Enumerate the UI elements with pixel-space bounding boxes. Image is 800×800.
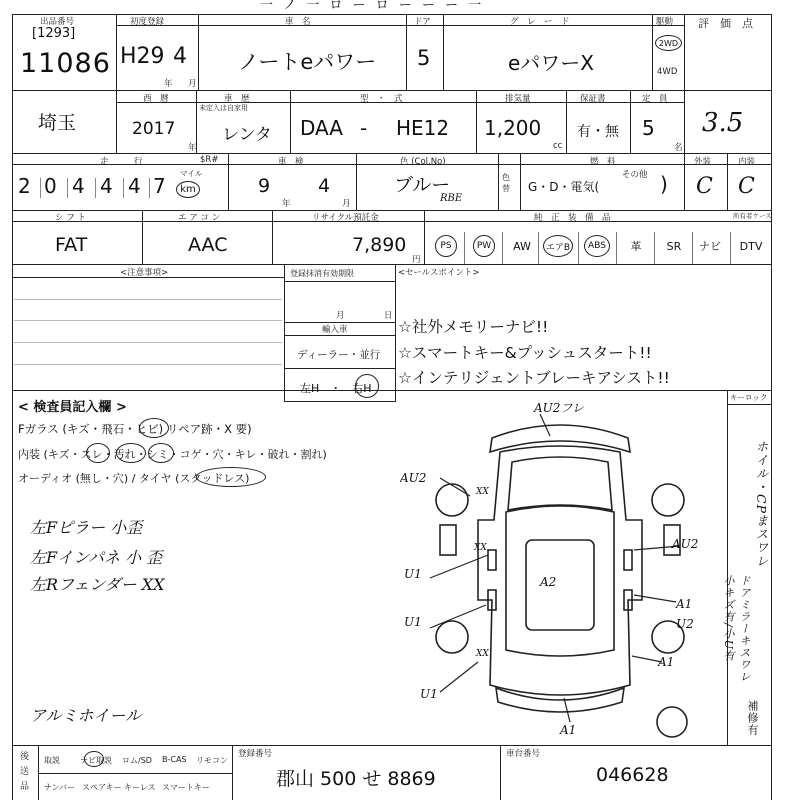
mileage-unit-km-circled: km bbox=[176, 181, 200, 198]
inspection-month: 4 bbox=[318, 175, 331, 197]
interior-sure-circle bbox=[86, 443, 110, 463]
footer-item-manual: 取説 bbox=[44, 756, 60, 765]
mark-left-front-fender: AU2 bbox=[400, 471, 427, 485]
glass-hibi-circle bbox=[139, 418, 169, 438]
equip-pw-circle: PW bbox=[473, 235, 495, 257]
sales-point-item: ☆インテリジェントブレーキアシスト!! bbox=[398, 369, 670, 387]
fuel-other-label: その他 bbox=[622, 170, 648, 180]
aircon-value: AAC bbox=[188, 234, 228, 256]
reg-expiry-month-unit: 月 bbox=[336, 311, 345, 321]
first-reg-label: 初度登録 bbox=[130, 17, 165, 27]
color-value: ブルー bbox=[394, 174, 451, 196]
sales-point-item: ☆スマートキー&プッシュスタート!! bbox=[398, 344, 652, 362]
doors-value: 5 bbox=[417, 46, 431, 70]
inspector-line-glass: Fガラス (キズ・飛石・ヒビ) リペア跡・X 要) bbox=[18, 422, 252, 436]
recycle-value: 7,890 bbox=[352, 234, 407, 256]
equip-ps-circle: PS bbox=[435, 235, 457, 257]
interior-value: C bbox=[738, 174, 755, 199]
fuel-close-paren: ) bbox=[660, 172, 668, 196]
dealer-parallel: ディーラー・並行 bbox=[297, 349, 381, 361]
mark-left-door: U1 bbox=[404, 567, 422, 581]
capacity-label: 定 員 bbox=[642, 94, 668, 104]
mark-left-rear-door: U1 bbox=[404, 615, 422, 629]
mark-right-door-2: U2 bbox=[676, 617, 694, 631]
inspection-year-unit: 年 bbox=[282, 199, 291, 209]
car-name-value: ノートeパワー bbox=[238, 50, 377, 74]
footer-item-keyless: キーレス bbox=[124, 783, 156, 792]
mileage-unit-mile: マイル bbox=[180, 169, 203, 178]
equip-abs-circle: ABS bbox=[584, 235, 610, 257]
model-label: 型 ・ 式 bbox=[360, 94, 403, 104]
grade-value: eパワーX bbox=[508, 51, 595, 75]
mark-roof: A2 bbox=[540, 575, 557, 589]
mark-rear-bumper: A1 bbox=[560, 723, 577, 737]
footer-item-rom: ロム/SD bbox=[122, 756, 152, 765]
plate-number: 郡山 500 せ 8869 bbox=[276, 768, 436, 790]
inspector-label: < 検査員記入欄 > bbox=[18, 400, 127, 415]
capacity-unit: 名 bbox=[674, 143, 683, 153]
equip-dtv: DTV bbox=[739, 239, 763, 253]
mileage-digit: 4 bbox=[72, 174, 85, 198]
keylock-label: キーロック bbox=[730, 393, 768, 402]
footer-item-spare-key: スペアキー bbox=[82, 783, 122, 792]
mileage-digit: 4 bbox=[100, 174, 113, 198]
footer-delivery-label bbox=[20, 750, 32, 795]
color-change-label: 色替 bbox=[502, 173, 510, 193]
steering-side: 左H ・ 右H bbox=[300, 382, 372, 395]
handwritten-note: 左Fピラー 小歪 bbox=[30, 518, 143, 537]
fuel-options: G・D・電気( bbox=[528, 180, 600, 194]
handwritten-note: アルミホイール bbox=[30, 706, 142, 725]
grade-label: グ レ ー ド bbox=[510, 17, 570, 27]
footer-item-navi-manual: ナビ取説 bbox=[80, 756, 112, 765]
sales-point-item: ☆社外メモリーナビ!! bbox=[398, 318, 549, 336]
recycle-unit: 円 bbox=[412, 255, 421, 265]
displacement-unit: cc bbox=[553, 141, 563, 151]
chassis-label: 車台番号 bbox=[506, 749, 541, 759]
side-note: 補修有 bbox=[746, 700, 759, 736]
score-value: 3.5 bbox=[702, 108, 744, 138]
lot-number: 11086 bbox=[20, 48, 111, 79]
plate-label: 登録番号 bbox=[238, 749, 273, 759]
mileage-digit: 7 bbox=[153, 174, 166, 198]
mark-x-mid: XX bbox=[474, 543, 487, 553]
footer-item-plate: ナンバー bbox=[44, 783, 76, 792]
equip-aw: AW bbox=[513, 239, 531, 253]
first-reg-year: H29 bbox=[120, 44, 165, 69]
car-name-label: 車 名 bbox=[285, 17, 311, 27]
mark-right-rear: A1 bbox=[658, 655, 675, 669]
model-dash: - bbox=[360, 116, 368, 140]
handwritten-note: 左Rフェンダー XX bbox=[30, 575, 165, 594]
equip-abs bbox=[580, 232, 614, 260]
equip-navi: ナビ bbox=[699, 240, 721, 253]
page-header: 一 ノ 一 ロ ー ロ ー ー ー 一 bbox=[260, 0, 485, 13]
tire-studless-circle bbox=[196, 467, 266, 487]
interior-yogore-circle bbox=[116, 443, 146, 463]
interior-shimi-circle bbox=[148, 443, 174, 463]
footer-item-remote: リモコン bbox=[196, 756, 228, 765]
shift-value: FAT bbox=[55, 234, 88, 256]
mileage-digit: 2 bbox=[18, 174, 31, 198]
first-reg-month: 4 bbox=[173, 44, 187, 69]
reg-expiry-day-unit: 日 bbox=[384, 311, 393, 321]
mark-right-door-1: A1 bbox=[676, 597, 693, 611]
displacement-value: 1,200 bbox=[484, 116, 542, 140]
notes-label: <注意事項> bbox=[120, 268, 169, 278]
model-prefix: DAA bbox=[300, 116, 343, 140]
equipment-extra-label: 所有者ケース bbox=[733, 212, 772, 220]
exterior-value: C bbox=[696, 174, 713, 199]
warranty-label: 保証書 bbox=[580, 94, 606, 104]
equip-airbag bbox=[540, 232, 576, 260]
interior-label: 内装 bbox=[738, 157, 756, 167]
history-sublabel: 未定入は自家用 bbox=[199, 104, 248, 112]
aircon-label: エ ア コ ン bbox=[178, 213, 221, 223]
drive-4wd: 4WD bbox=[657, 67, 678, 77]
shift-label: シ フ ト bbox=[55, 213, 86, 223]
first-reg-month-unit: 月 bbox=[188, 79, 197, 89]
mileage-label-2: $R# bbox=[200, 155, 219, 165]
chassis-number: 046628 bbox=[596, 764, 669, 786]
side-note: ドアミラーキスワレ bbox=[738, 575, 751, 683]
mark-front-bumper: AU2フレ bbox=[534, 401, 584, 415]
car-damage-diagram bbox=[400, 400, 726, 745]
mark-right-front: AU2 bbox=[672, 537, 699, 551]
region-value: 埼玉 bbox=[38, 112, 77, 134]
inspection-label: 車 検 bbox=[278, 157, 304, 167]
equip-pw bbox=[468, 232, 500, 260]
handwritten-note: 左Fインパネ 小 歪 bbox=[30, 548, 163, 567]
color-label: 色 (Col.No) bbox=[400, 157, 446, 167]
score-label: 評 価 点 bbox=[698, 17, 753, 30]
mileage-label: 走 行 bbox=[100, 157, 143, 167]
seireki-value: 2017 bbox=[132, 119, 176, 139]
steering-right-circle bbox=[355, 374, 379, 398]
first-reg-year-unit: 年 bbox=[164, 79, 173, 89]
lot-bracket-number: [1293] bbox=[32, 26, 76, 41]
displacement-label: 排気量 bbox=[505, 94, 531, 104]
footer-item-bcas: B-CAS bbox=[162, 755, 187, 764]
equip-leather: 革 bbox=[630, 240, 642, 253]
drive-label: 駆動 bbox=[656, 17, 674, 27]
doors-label: ドア bbox=[414, 17, 431, 27]
mileage-digit: 0 bbox=[44, 174, 57, 198]
footer-label-char: 送 bbox=[20, 767, 30, 777]
mileage-digit: 4 bbox=[128, 174, 141, 198]
inspection-month-unit: 月 bbox=[342, 199, 351, 209]
equip-ps bbox=[430, 232, 462, 260]
exterior-label: 外装 bbox=[694, 157, 712, 167]
inspector-line-audio: オーディオ (無し・穴) / タイヤ (スタッドレス) bbox=[18, 472, 250, 485]
inspector-line-interior: 内装 (キズ・スレ・汚れ・シミ・コゲ・穴・キレ・破れ・割れ) bbox=[18, 448, 327, 461]
footer-label-char: 後 bbox=[20, 752, 30, 762]
equip-airbag-circle: エアB bbox=[543, 235, 573, 257]
history-value: レンタ bbox=[222, 125, 272, 145]
footer-navi-circle bbox=[84, 751, 104, 767]
history-label: 車 歴 bbox=[224, 94, 250, 104]
side-note: ホイル・CPまスワレ bbox=[754, 440, 769, 568]
reg-expiry-label: 登録抹消有効期限 bbox=[290, 269, 354, 278]
capacity-value: 5 bbox=[642, 116, 655, 140]
model-code: HE12 bbox=[396, 116, 450, 140]
equip-sunroof: SR bbox=[666, 239, 682, 253]
footer-label-char: 品 bbox=[20, 782, 30, 792]
fuel-label: 燃 料 bbox=[590, 157, 616, 167]
lot-label: 出品番号 bbox=[40, 17, 75, 27]
equipment-label: 純 正 装 備 品 bbox=[534, 213, 611, 223]
sales-points-label: <セールスポイント> bbox=[398, 268, 480, 278]
recycle-label: リサイクル預託金 bbox=[312, 213, 379, 223]
import-label: 輸入車 bbox=[322, 325, 348, 335]
color-code: RBE bbox=[440, 193, 463, 204]
drive-2wd-circled: 2WD bbox=[655, 35, 682, 51]
seireki-unit: 年 bbox=[188, 143, 197, 153]
mark-left-rear: U1 bbox=[420, 687, 438, 701]
seireki-label: 西 暦 bbox=[143, 94, 169, 104]
inspection-year: 9 bbox=[258, 175, 271, 197]
mark-x-front: XX bbox=[476, 487, 489, 497]
mark-x-rear: XX bbox=[476, 649, 489, 659]
footer-item-smart-key: スマートキー bbox=[162, 783, 210, 792]
warranty-value: 有・無 bbox=[577, 124, 619, 140]
side-note: 小キズ有/小U有 bbox=[722, 575, 735, 662]
